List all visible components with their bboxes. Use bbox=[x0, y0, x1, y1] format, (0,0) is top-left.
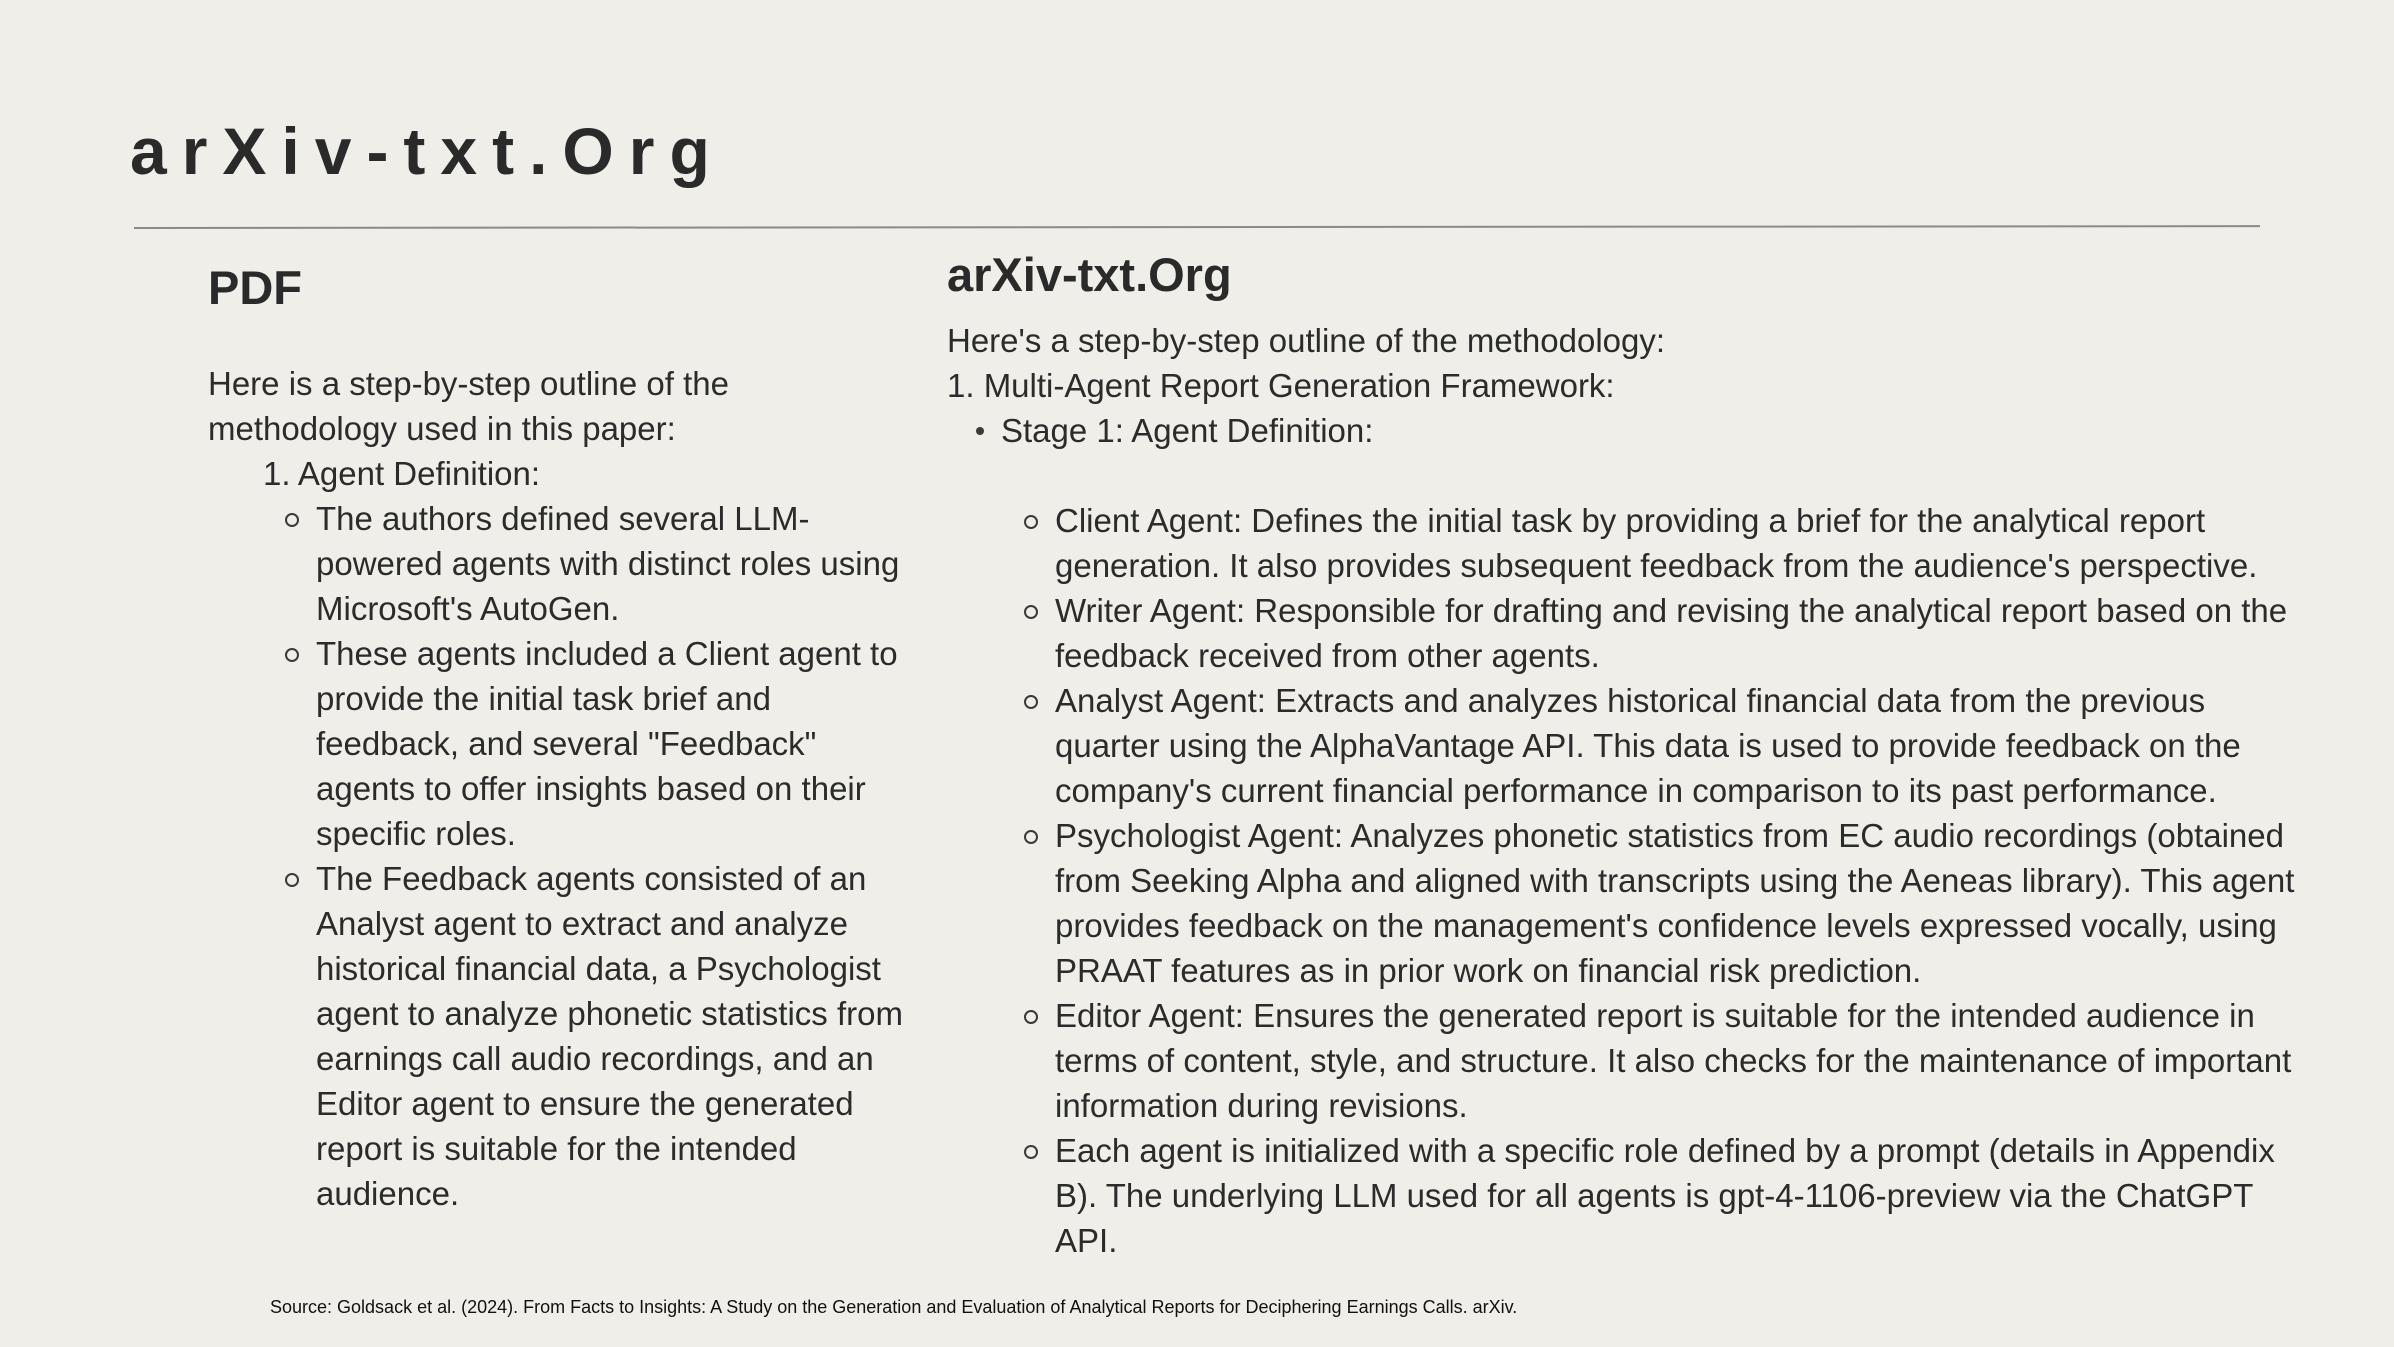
list-item: The authors defined several LLM-powered agents with distinct roles using Microsoft's AutoGen. bbox=[316, 496, 908, 631]
list-item: Psychologist Agent: Analyzes phonetic statistics from EC audio recordings (obtained from Seeking Alpha and aligned with transcripts using the Aeneas library). This agent provides feedback on the management's confidence levels expressed vocally, using PRAAT features as in prior work on financial risk prediction. bbox=[1055, 813, 2317, 993]
arxiv-txt-stage-list bbox=[947, 408, 2317, 1263]
pdf-column bbox=[208, 258, 908, 1216]
list-item: The Feedback agents consisted of an Analyst agent to extract and analyze historical financial data, a Psychologist agent to analyze phonetic statistics from earnings call audio recordings, and an Editor agent to ensure the generated report is suitable for the intended audience. bbox=[316, 856, 908, 1216]
header-divider bbox=[134, 225, 2260, 229]
arxiv-txt-column bbox=[947, 245, 2317, 1263]
pdf-heading: PDF bbox=[208, 261, 302, 314]
arxiv-txt-intro: Here's a step-by-step outline of the methodology: bbox=[947, 322, 1666, 359]
arxiv-txt-step: 1. Multi-Agent Report Generation Framework: bbox=[947, 367, 1615, 404]
pdf-steps-list bbox=[208, 451, 908, 1216]
list-item: Writer Agent: Responsible for drafting and revising the analytical report based on the feedback received from other agents. bbox=[1055, 588, 2317, 678]
list-item: These agents included a Client agent to provide the initial task brief and feedback, and several "Feedback" agents to offer insights based on their specific roles. bbox=[316, 631, 908, 856]
arxiv-txt-bullet-list bbox=[1001, 498, 2317, 1263]
pdf-step bbox=[263, 451, 908, 1216]
list-item: Each agent is initialized with a specific role defined by a prompt (details in Appendix B). The underlying LLM used for all agents is gpt-4-1106-preview via the ChatGPT API. bbox=[1055, 1128, 2317, 1263]
stage-title: Stage 1: Agent Definition: bbox=[1001, 412, 1374, 449]
list-item: Client Agent: Defines the initial task by providing a brief for the analytical report generation. It also provides subsequent feedback from the audience's perspective. bbox=[1055, 498, 2317, 588]
pdf-step-title: Agent Definition: bbox=[297, 455, 541, 492]
pdf-step-number: 1. bbox=[263, 455, 291, 492]
arxiv-txt-heading: arXiv-txt.Org bbox=[947, 248, 1232, 301]
pdf-bullet-list bbox=[263, 496, 908, 1216]
pdf-intro: Here is a step-by-step outline of the methodology used in this paper: bbox=[208, 365, 729, 447]
site-title: arXiv-txt.Org bbox=[130, 114, 725, 188]
list-item: Analyst Agent: Extracts and analyzes historical financial data from the previous quarter using the AlphaVantage API. This data is used to provide feedback on the company's current financial performance in comparison to its past performance. bbox=[1055, 678, 2317, 813]
source-citation: Source: Goldsack et al. (2024). From Facts to Insights: A Study on the Generation and Evaluation of Analytical Reports for Deciphering Earnings Calls. arXiv. bbox=[270, 1297, 1518, 1317]
stage-item bbox=[1001, 408, 2317, 1263]
list-item: Editor Agent: Ensures the generated report is suitable for the intended audience in terms of content, style, and structure. It also checks for the maintenance of important information during revisions. bbox=[1055, 993, 2317, 1128]
